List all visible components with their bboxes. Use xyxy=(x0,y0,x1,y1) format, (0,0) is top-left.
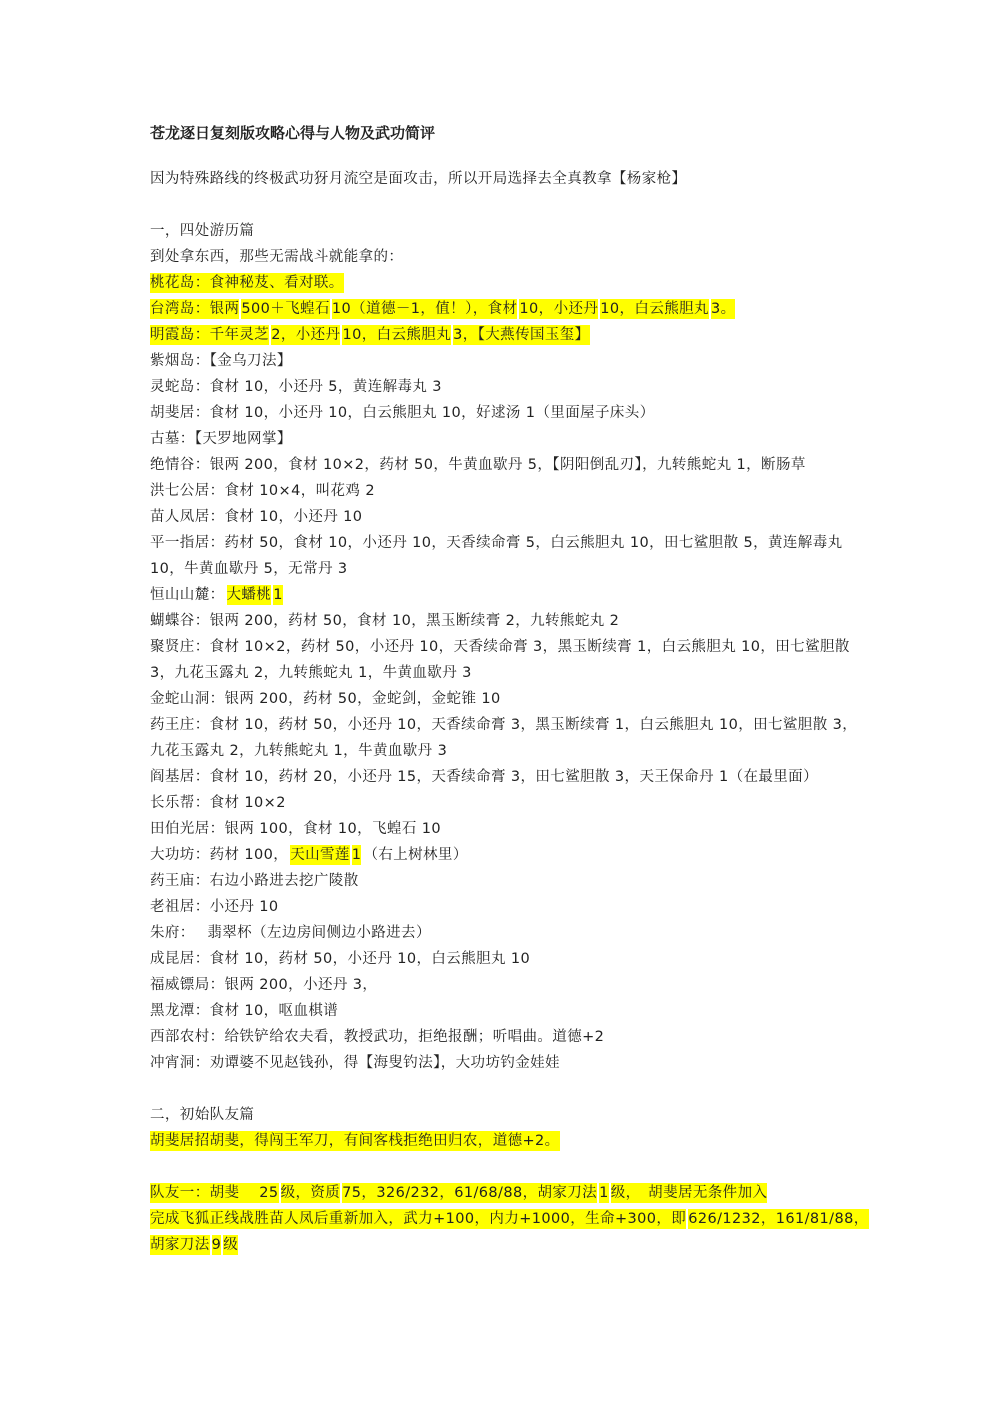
blank-line xyxy=(150,1076,850,1102)
highlighted-text: 10，白云熊胆丸 xyxy=(600,301,709,317)
text-segment: 胡斐居：食材 10，小还丹 10，白云熊胆丸 10，好逑汤 1（里面屋子床头） xyxy=(150,405,655,421)
paragraph-line xyxy=(150,1050,850,1076)
highlighted-text: 级 xyxy=(223,1237,239,1253)
text-segment: 田伯光居：银两 100，食材 10，飞蝗石 10 xyxy=(150,821,442,837)
text-segment: （右上树林里） xyxy=(363,847,468,863)
paragraph-line xyxy=(150,894,850,920)
text-segment: 恒山山麓： xyxy=(150,587,225,603)
text-segment: 二，初始队友篇 xyxy=(150,1107,255,1123)
paragraph-line xyxy=(150,868,850,894)
blank-line xyxy=(150,1154,850,1180)
paragraph-line xyxy=(150,400,850,426)
highlighted-text: 3。 xyxy=(710,301,736,317)
highlighted-text: 10，小还丹 xyxy=(519,301,599,317)
text-segment: 因为特殊路线的终极武功犽月流空是面攻击，所以开局选择去全真教拿【杨家枪】 xyxy=(150,171,687,187)
paragraph-line xyxy=(150,790,850,816)
paragraph-line xyxy=(150,764,850,790)
paragraph-line xyxy=(150,998,850,1024)
highlighted-text: 9 xyxy=(211,1237,222,1253)
paragraph-line xyxy=(150,530,850,556)
text-segment: 朱府： 翡翠杯（左边房间侧边小路进去） xyxy=(150,925,431,941)
highlighted-text: 明霞岛：千年灵芝 xyxy=(150,327,270,343)
paragraph-line xyxy=(150,1206,869,1232)
highlighted-text: 级， 胡斐居无条件加入 xyxy=(610,1185,768,1201)
highlighted-text: 级，资质 xyxy=(280,1185,341,1201)
text-segment: 西部农村：给铁铲给农夫看，教授武功，拒绝报酬；听唱曲。道德+2 xyxy=(150,1029,605,1045)
highlighted-text: 2，小还丹 xyxy=(271,327,341,343)
paragraph-line xyxy=(150,608,850,634)
paragraph-line xyxy=(150,244,850,270)
paragraph-line xyxy=(150,296,850,322)
text-segment: 大功坊：药材 100， xyxy=(150,847,289,863)
highlighted-text: 台湾岛：银两 xyxy=(150,301,240,317)
paragraph-line xyxy=(150,322,850,348)
paragraph-line xyxy=(150,946,850,972)
paragraph-line xyxy=(150,686,850,712)
paragraph-line xyxy=(150,1128,850,1154)
text-segment: 阎基居：食材 10，药材 20，小还丹 15，天香续命膏 3，田七鲨胆散 3，天王保命丹 1（在最里面） xyxy=(150,769,818,785)
text-segment: 到处拿东西，那些无需战斗就能拿的： xyxy=(150,249,404,265)
paragraph-line xyxy=(150,660,850,686)
paragraph-line xyxy=(150,374,850,400)
paragraph-line xyxy=(150,1232,850,1258)
text-segment: 成昆居：食材 10，药材 50，小还丹 10，白云熊胆丸 10 xyxy=(150,951,531,967)
text-segment: 冲宵洞：劝谭婆不见赵钱孙，得【海叟钓法】，大功坊钓金娃娃 xyxy=(150,1055,560,1071)
paragraph-line xyxy=(150,218,850,244)
paragraph-line xyxy=(150,1180,850,1206)
text-segment: 药王庙：右边小路进去挖广陵散 xyxy=(150,873,359,889)
highlighted-text: 3，【大燕传国玉玺】 xyxy=(453,327,590,343)
text-segment: 10，牛黄血歇丹 5，无常丹 3 xyxy=(150,561,348,577)
highlighted-text: 626/1232，161/81/88， xyxy=(688,1211,869,1227)
paragraph-line xyxy=(150,452,850,478)
highlighted-text: 完成飞狐正线战胜苗人凤后重新加入，武力+100，内力+1000，生命+300，即 xyxy=(150,1211,687,1227)
text-segment: 长乐帮：食材 10×2 xyxy=(150,795,286,811)
paragraph-line xyxy=(150,270,850,296)
paragraph-line xyxy=(150,920,850,946)
highlighted-text: 10，白云熊胆丸 xyxy=(342,327,452,343)
text-segment: 绝情谷：银两 200，食材 10×2，药材 50，牛黄血歇丹 5，【阴阳倒乱刃】，九转熊蛇丸 1，断肠草 xyxy=(150,457,806,473)
highlighted-text: 1 xyxy=(273,587,283,603)
paragraph-line xyxy=(150,842,850,868)
paragraph-line xyxy=(150,582,850,608)
highlighted-text: 桃花岛：食神秘芨、看对联。 xyxy=(150,275,344,291)
highlighted-text: 500＋飞蝗石 xyxy=(241,301,330,317)
paragraph-line xyxy=(150,166,850,192)
highlighted-text: 75，326/232，61/68/88，胡家刀法 xyxy=(342,1185,598,1201)
document-body xyxy=(150,166,869,1258)
paragraph-line xyxy=(150,348,850,374)
text-segment: 聚贤庄：食材 10×2，药材 50，小还丹 10，天香续命膏 3，黑玉断续膏 1，白云熊胆丸 10，田七鲨胆散 xyxy=(150,639,850,655)
highlighted-text: 天山雪莲 xyxy=(290,847,350,863)
paragraph-line xyxy=(150,504,850,530)
text-segment: 苗人凤居：食材 10，小还丹 10 xyxy=(150,509,363,525)
text-segment: 3，九花玉露丸 2，九转熊蛇丸 1，牛黄血歇丹 3 xyxy=(150,665,472,681)
highlighted-text: 大蟠桃 xyxy=(226,587,272,603)
highlighted-text: 队友一：胡斐 25 xyxy=(150,1185,279,1201)
text-segment: 福威镖局：银两 200，小还丹 3， xyxy=(150,977,378,993)
highlighted-text: 1 xyxy=(351,847,362,863)
highlighted-text: 10（道德－1，值！），食材 xyxy=(331,301,518,317)
paragraph-line xyxy=(150,478,850,504)
text-segment: 一，四处游历篇 xyxy=(150,223,255,239)
paragraph-line xyxy=(150,426,850,452)
highlighted-text: 胡斐居招胡斐，得闯王军刀，有间客栈拒绝田归农，道德+2。 xyxy=(150,1133,560,1149)
paragraph-line xyxy=(150,1102,850,1128)
highlighted-text: 胡家刀法 xyxy=(150,1237,210,1253)
text-segment: 洪七公居：食材 10×4，叫花鸡 2 xyxy=(150,483,375,499)
paragraph-line xyxy=(150,556,850,582)
text-segment: 金蛇山洞：银两 200，药材 50，金蛇剑，金蛇锥 10 xyxy=(150,691,501,707)
text-segment: 药王庄：食材 10，药材 50，小还丹 10，天香续命膏 3，黑玉断续膏 1，白云熊胆丸 10，田七鲨胆散 3， xyxy=(150,717,858,733)
text-segment: 九花玉露丸 2，九转熊蛇丸 1，牛黄血歇丹 3 xyxy=(150,743,448,759)
highlighted-text: 1 xyxy=(599,1185,609,1201)
text-segment: 黑龙潭：食材 10，呕血棋谱 xyxy=(150,1003,339,1019)
paragraph-line xyxy=(150,972,850,998)
paragraph-line xyxy=(150,634,850,660)
text-segment: 老祖居：小还丹 10 xyxy=(150,899,279,915)
document-title: 苍龙逐日复刻版攻略心得与人物及武功简评 xyxy=(150,124,436,142)
paragraph-line xyxy=(150,712,858,738)
paragraph-line xyxy=(150,1024,850,1050)
paragraph-line xyxy=(150,816,850,842)
paragraph-line xyxy=(150,738,850,764)
text-segment: 灵蛇岛：食材 10，小还丹 5，黄连解毒丸 3 xyxy=(150,379,442,395)
text-segment: 平一指居：药材 50，食材 10，小还丹 10，天香续命膏 5，白云熊胆丸 10，田七鲨胆散 5，黄连解毒丸 xyxy=(150,535,843,551)
text-segment: 紫烟岛：【金乌刀法】 xyxy=(150,353,292,369)
blank-line xyxy=(150,192,850,218)
text-segment: 古墓：【天罗地网掌】 xyxy=(150,431,292,447)
text-segment: 蝴蝶谷：银两 200，药材 50，食材 10，黑玉断续膏 2，九转熊蛇丸 2 xyxy=(150,613,620,629)
